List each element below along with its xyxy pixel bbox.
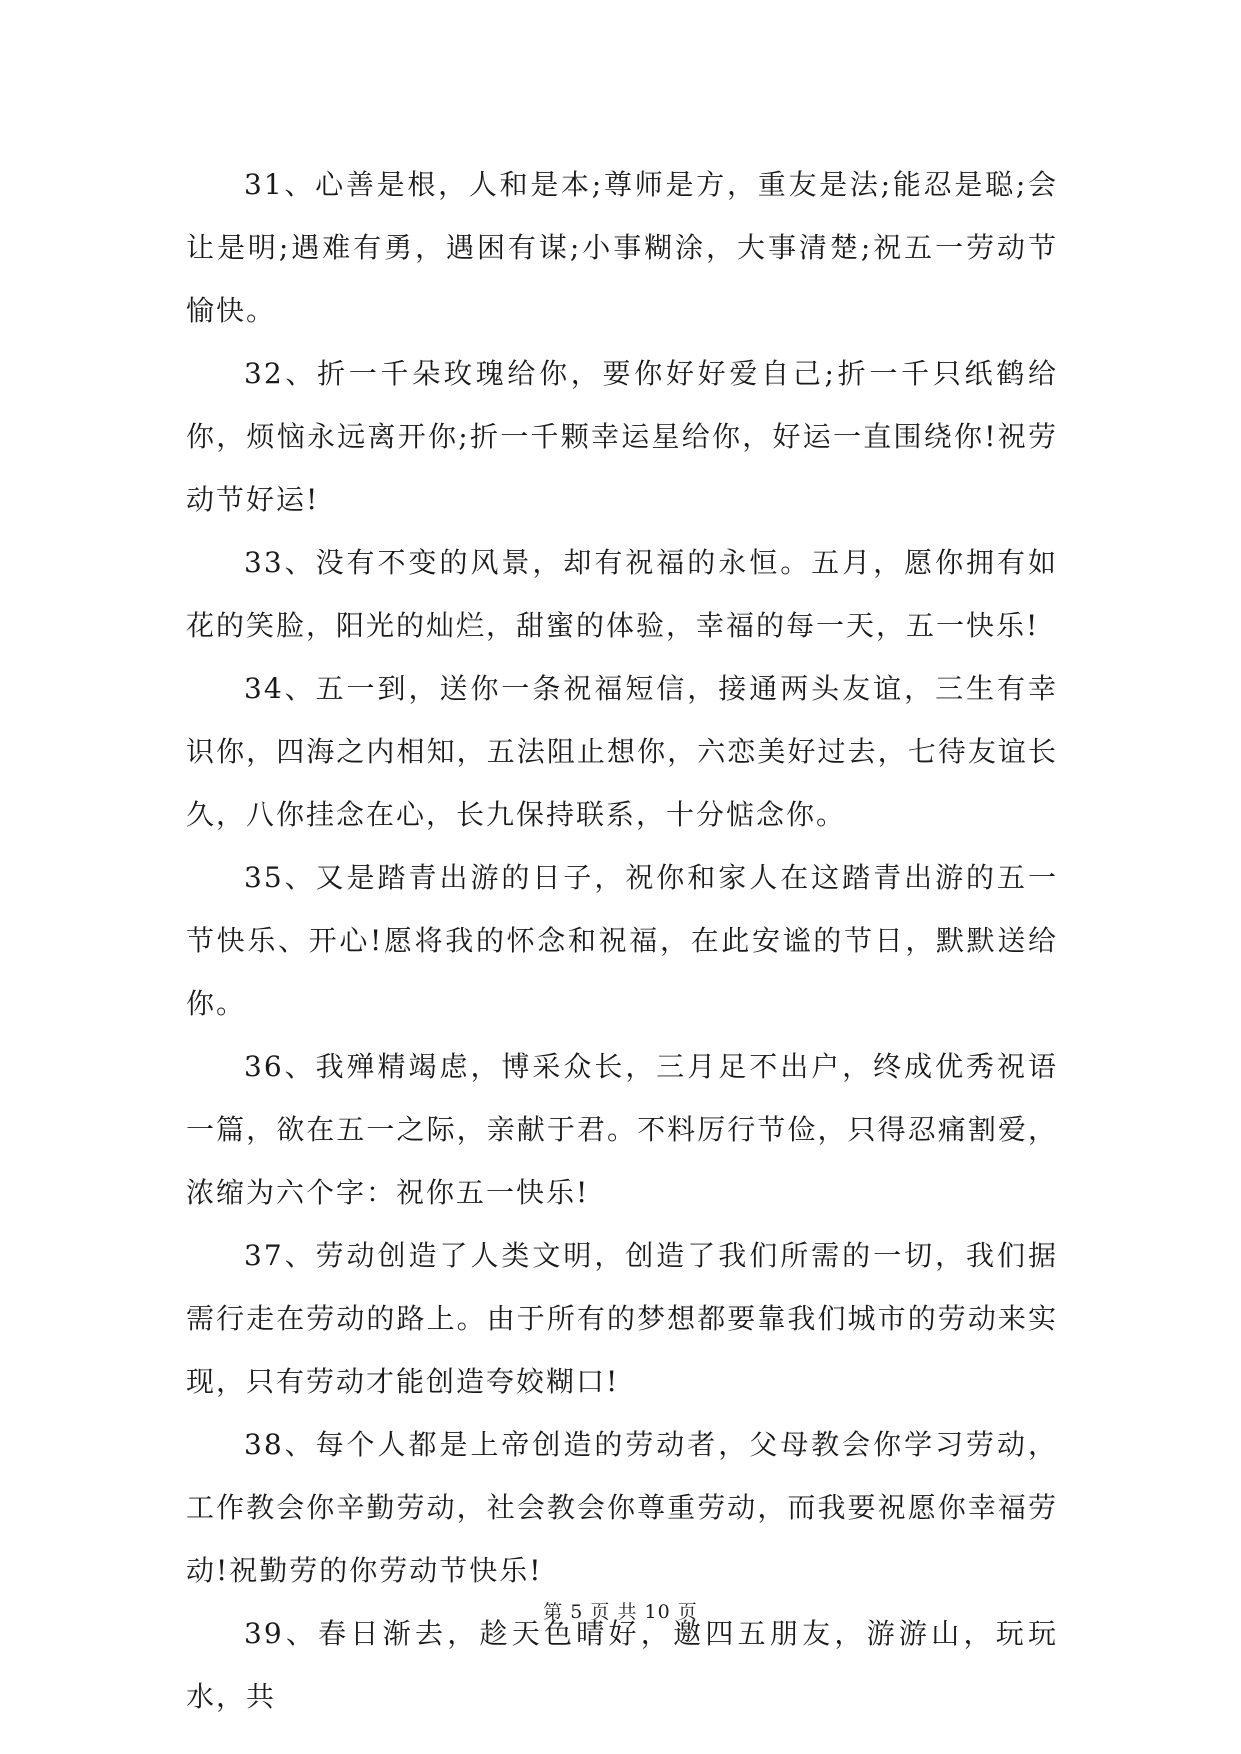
paragraph-36: 36、我殚精竭虑，博采众长，三月足不出户，终成优秀祝语一篇，欲在五一之际，亲献于君。不料厉行节俭，只得忍痛割爱，浓缩为六个字：祝你五一快乐! (186, 1050, 1058, 1209)
paragraph-32: 32、折一千朵玫瑰给你，要你好好爱自己;折一千只纸鹤给你，烦恼永远离开你;折一千颗幸运星给你，好运一直围绕你!祝劳动节好运! (186, 357, 1058, 516)
paragraph-39: 39、春日渐去，趁天色晴好，邀四五朋友，游游山，玩玩水，共 (186, 1617, 1058, 1713)
paragraph-34: 34、五一到，送你一条祝福短信，接通两头友谊，三生有幸识你，四海之内相知，五法阻止想你，六恋美好过去，七待友谊长久，八你挂念在心，长九保持联系，十分惦念你。 (186, 672, 1058, 831)
paragraph-38: 38、每个人都是上帝创造的劳动者，父母教会你学习劳动，工作教会你辛勤劳动，社会教会你尊重劳动，而我要祝愿你幸福劳动!祝勤劳的你劳动节快乐! (186, 1428, 1058, 1587)
page-number-footer: 第 5 页 共 10 页 (543, 1601, 698, 1623)
paragraph-35: 35、又是踏青出游的日子，祝你和家人在这踏青出游的五一节快乐、开心!愿将我的怀念和祝福，在此安谧的节日，默默送给你。 (186, 861, 1058, 1020)
paragraph-31: 31、心善是根，人和是本;尊师是方，重友是法;能忍是聪;会让是明;遇难有勇，遇困有谋;小事糊涂，大事清楚;祝五一劳动节愉快。 (186, 168, 1058, 327)
paragraph-37: 37、劳动创造了人类文明，创造了我们所需的一切，我们据需行走在劳动的路上。由于所有的梦想都要靠我们城市的劳动来实现，只有劳动才能创造夸姣糊口! (186, 1239, 1058, 1398)
document-body (186, 153, 1058, 1728)
paragraph-33: 33、没有不变的风景，却有祝福的永恒。五月，愿你拥有如花的笑脸，阳光的灿烂，甜蜜的体验，幸福的每一天，五一快乐! (186, 546, 1058, 642)
